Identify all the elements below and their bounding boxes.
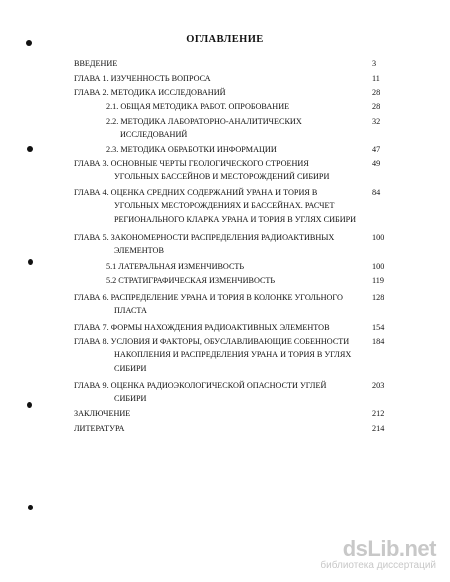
watermark-subtitle: библиотека диссертаций [320,560,436,571]
toc-entry-text: СИБИРИ [114,394,147,403]
punch-mark [27,402,32,408]
toc-entry-text: ЛИТЕРАТУРА [74,424,125,433]
toc-entry-text: ГЛАВА 1. ИЗУЧЕННОСТЬ ВОПРОСА [74,74,211,83]
toc-entry-text: ИССЛЕДОВАНИЙ [120,130,188,139]
toc-entry-text: ГЛАВА 4. ОЦЕНКА СРЕДНИХ СОДЕРЖАНИЙ УРАНА И ТОРИЯ В [74,188,318,197]
toc-page-number: 49 [372,159,381,168]
toc-entry-text: ПЛАСТА [114,306,147,315]
toc-page-number: 47 [372,145,381,154]
toc-page-number: 11 [372,74,380,83]
toc-entry-text: НАКОПЛЕНИЯ И РАСПРЕДЕЛЕНИЯ УРАНА И ТОРИЯ В УГЛЯХ [114,350,352,359]
toc-page-number: 119 [372,276,384,285]
toc-page-number: 100 [372,233,385,242]
punch-mark [28,505,33,510]
toc-entry-text: УГОЛЬНЫХ МЕСТОРОЖДЕНИЯХ И БАССЕЙНАХ. РАСЧЕТ [114,201,335,210]
watermark-brand: dsLib.net [342,536,436,561]
toc-entry-text: 5.1 ЛАТЕРАЛЬНАЯ ИЗМЕНЧИВОСТЬ [106,262,245,271]
toc-page-number: 32 [372,117,381,126]
page-title: ОГЛАВЛЕНИЕ [186,34,264,45]
punch-mark [28,259,33,265]
toc-entry-text: РЕГИОНАЛЬНОГО КЛАРКА УРАНА И ТОРИЯ В УГЛЯХ СИБИРИ [114,215,357,224]
toc-entry-text: ЭЛЕМЕНТОВ [114,246,164,255]
toc-page-number: 212 [372,409,385,418]
toc-entry-text: 2.2. МЕТОДИКА ЛАБОРАТОРНО-АНАЛИТИЧЕСКИХ [106,117,302,126]
toc-page-number: 214 [372,424,385,433]
punch-mark [26,40,32,46]
toc-entry-text: ЗАКЛЮЧЕНИЕ [74,409,131,418]
toc-page-number: 184 [372,337,385,346]
toc-page-number: 154 [372,323,385,332]
toc-entry-text: ГЛАВА 5. ЗАКОНОМЕРНОСТИ РАСПРЕДЕЛЕНИЯ РАДИОАКТИВНЫХ [74,233,335,242]
watermark-logo [320,538,436,572]
toc-entry-text: ГЛАВА 8. УСЛОВИЯ И ФАКТОРЫ, ОБУСЛАВЛИВАЮЩИЕ СОБЕННОСТИ [74,337,350,346]
toc-entry-text: 2.1. ОБЩАЯ МЕТОДИКА РАБОТ. ОПРОБОВАНИЕ [106,102,290,111]
toc-entry-text: СИБИРИ [114,364,147,373]
toc-entry-text: 2.3. МЕТОДИКА ОБРАБОТКИ ИНФОРМАЦИИ [106,145,277,154]
toc-page-number: 128 [372,293,385,302]
toc-page-number: 3 [372,59,377,68]
toc-page-number: 28 [372,102,381,111]
toc-entry-text: ГЛАВА 7. ФОРМЫ НАХОЖДЕНИЯ РАДИОАКТИВНЫХ ЭЛЕМЕНТОВ [74,323,330,332]
toc-page-number: 203 [372,381,385,390]
toc-entry-text: ГЛАВА 9. ОЦЕНКА РАДИОЭКОЛОГИЧЕСКОЙ ОПАСНОСТИ УГЛЕЙ [74,381,327,390]
toc-entry-text: ГЛАВА 6. РАСПРЕДЕЛЕНИЕ УРАНА И ТОРИЯ В КОЛОНКЕ УГОЛЬНОГО [74,293,343,302]
toc-entry-text: ГЛАВА 2. МЕТОДИКА ИССЛЕДОВАНИЙ [74,88,226,97]
toc-entry-text: 5.2 СТРАТИГРАФИЧЕСКАЯ ИЗМЕНЧИВОСТЬ [106,276,276,285]
toc-entry-text: УГОЛЬНЫХ БАССЕЙНОВ И МЕСТОРОЖДЕНИЙ СИБИРИ [114,172,330,181]
toc-entry-text: ВВЕДЕНИЕ [74,59,118,68]
toc-entry-text: ГЛАВА 3. ОСНОВНЫЕ ЧЕРТЫ ГЕОЛОГИЧЕСКОГО СТРОЕНИЯ [74,159,309,168]
toc-page-number: 100 [372,262,385,271]
toc-page-number: 28 [372,88,381,97]
punch-mark [27,146,33,152]
toc-page-number: 84 [372,188,381,197]
